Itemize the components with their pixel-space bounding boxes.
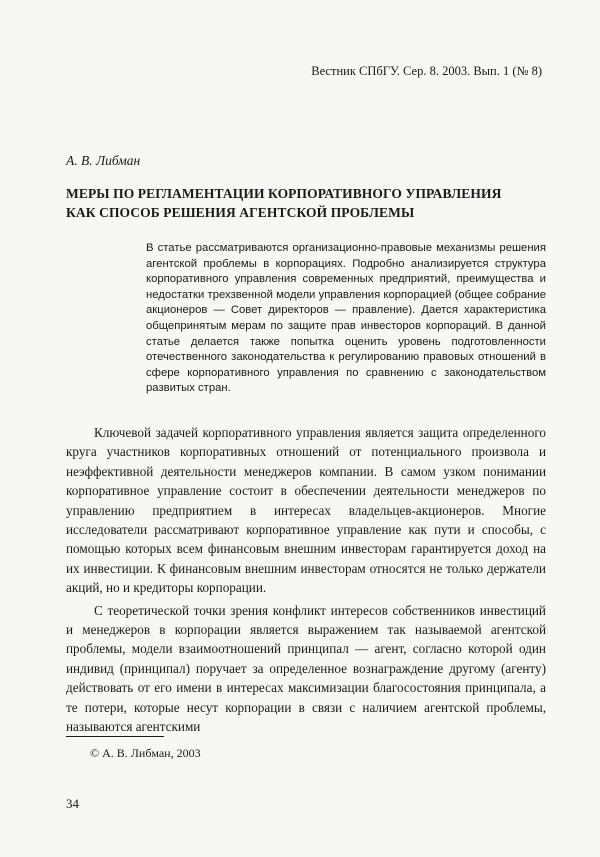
journal-header: Вестник СПбГУ. Сер. 8. 2003. Вып. 1 (№ 8) [311,64,542,78]
article-title [66,184,546,222]
page-number: 34 [66,796,79,811]
author-name: А. В. Либман [66,153,141,168]
body-paragraph: С теоретической точки зрения конфликт интересов собственников инвестиций и менеджеров в корпорации является выражением так называемой агентской проблемы, модели взаимоотношений принципал — агент, согласно которой один индивид (принципал) поручает за определенное вознаграждение другому (агенту) действовать от его имени в интересах максимизации благосостояния принципала, а те потери, которые несут корпорации в связи с наличием агентской проблемы, называются агентскими [66,602,546,735]
title-line-2: КАК СПОСОБ РЕШЕНИЯ АГЕНТСКОЙ ПРОБЛЕМЫ [66,205,415,220]
abstract-text: В статье рассматриваются организационно-правовые механизмы решения агентской проблемы в корпорациях. Подробно анализируется структура корпоративного управления современных предприятий, преимущества и недостатки трехзвенной модели управления корпорацией (общее собрание акционеров — Совет директоров — правление). Дается характеристика общепринятым мерам по защите прав инвесторов корпораций. В данной статье делается также попытка оценить уровень подготовленности отечественного законодательства к регулированию правовых отношений в сфере корпоративного управления по сравнению с законодательством развитых стран. [146,242,546,395]
article-body [66,423,546,740]
title-line-1: МЕРЫ ПО РЕГЛАМЕНТАЦИИ КОРПОРАТИВНОГО УПРАВЛЕНИЯ [66,186,502,201]
abstract [146,241,546,397]
footnote-divider [66,736,164,737]
body-paragraph: Ключевой задачей корпоративного управления является защита определенного круга участников корпоративных отношений от потенциального произвола и неэффективной деятельности менеджеров компании. В самом узком понимании корпоративное управление состоит в обеспечении деятельности менеджеров по управлению предприятием в интересах владельцев-акционеров. Многие исследователи рассматривают корпоративное управление как пути и способы, с помощью которых всем финансовым внешним инвесторам гарантируется доход на их инвестиции. К финансовым внешним инвесторам относятся не только держатели акций, но и кредиторы корпорации. [66,425,546,596]
copyright-footnote: © А. В. Либман, 2003 [90,746,201,760]
